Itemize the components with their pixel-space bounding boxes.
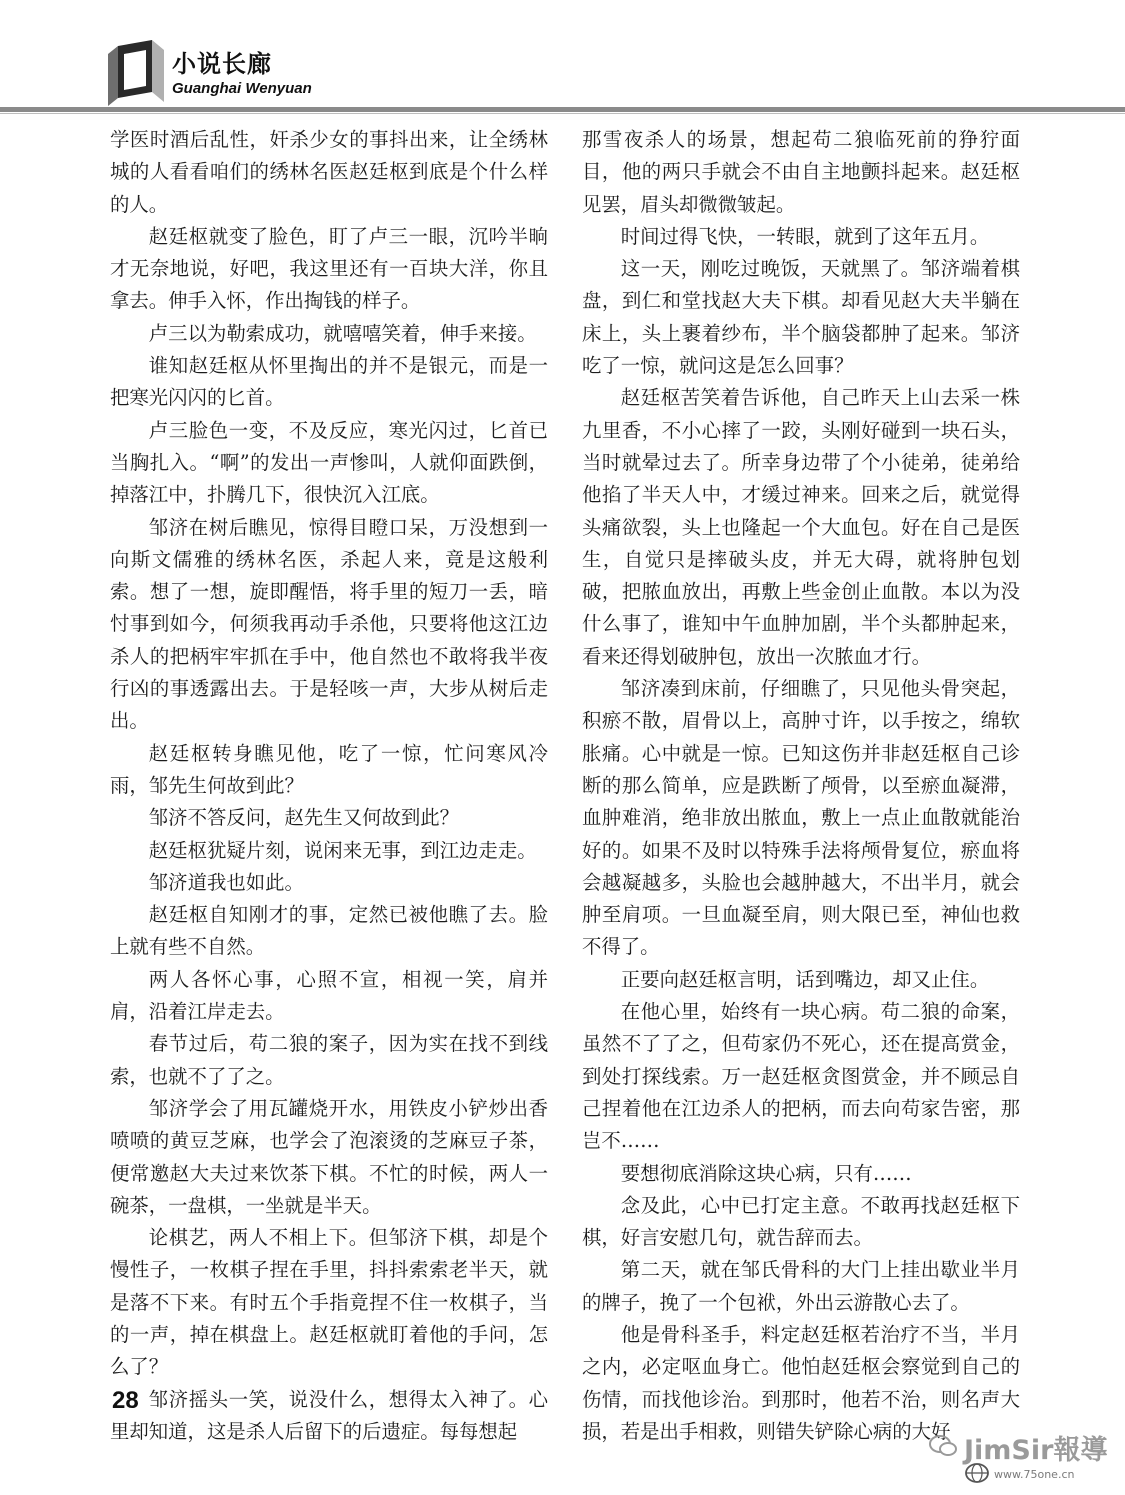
paragraph: 邹济道我也如此。 <box>148 870 304 894</box>
paragraph: 谁知赵廷枢从怀里掏出的并不是银元，而是一把寒光闪闪的匕首。 <box>110 354 548 410</box>
paragraph: 学医时酒后乱性，奸杀少女的事抖出来，让全绣林城的人看看咱们的绣林名医赵廷枢到底是个什么样的人。 <box>110 128 548 216</box>
paragraph: 卢三脸色一变，不及反应，寒光闪过，匕首已当胸扎入。“啊”的发出一声惨叫，人就仰面跌倒，掉落江中，扑腾几下，很快沉入江底。 <box>110 418 548 507</box>
paragraph: 邹济摇头一笑，说没什么，想得太入神了。心里却知道，这是杀人后留下的后遗症。每每想起 <box>110 1387 548 1443</box>
paragraph: 这一天，刚吃过晚饭，天就黑了。邹济端着棋盘，到仁和堂找赵大夫下棋。却看见赵大夫半躺在床上，头上裹着纱布，半个脑袋都肿了起来。邹济吃了一惊，就问这是怎么回事？ <box>582 257 1020 378</box>
watermark-url: www.75one.cn <box>994 1468 1075 1481</box>
paragraph: 时间过得飞快，一转眼，就到了这年五月。 <box>620 224 990 248</box>
paragraph: 正要向赵廷枢言明，话到嘴边，却又止住。 <box>620 967 990 991</box>
paragraph: 他是骨科圣手，料定赵廷枢若治疗不当，半月之内，必定呕血身亡。他怕赵廷枢会察觉到自己的伤情，而找他诊治。到那时，他若不治，则名声大损，若是出手相救，则错失铲除心病的大好 <box>582 1322 1020 1443</box>
paragraph: 邹济学会了用瓦罐烧开水，用铁皮小铲炒出香喷喷的黄豆芝麻，也学会了泡滚烫的芝麻豆子茶，便常邀赵大夫过来饮茶下棋。不忙的时候，两人一碗茶，一盘棋，一坐就是半天。 <box>110 1096 548 1217</box>
paragraph: 赵廷枢自知刚才的事，定然已被他瞧了去。脸上就有些不自然。 <box>110 903 548 959</box>
paragraph: 那雪夜杀人的场景，想起苟二狼临死前的狰狞面目，他的两只手就会不由自主地颤抖起来。赵廷枢见罢，眉头却微微皱起。 <box>582 128 1020 216</box>
paragraph: 邹济凑到床前，仔细瞧了，只见他头骨突起，积瘀不散，眉骨以上，高肿寸许，以手按之，绵软胀痛。心中就是一惊。已知这伤并非赵廷枢自己诊断的那么简单，应是跌断了颅骨，以至瘀血凝滞，血肿难消，绝非放出脓血，敷上一点止血散就能治好的。如果不及时以特殊手法将颅骨复位，瘀血将会越凝越多，头脸也会越肿越大，不出半月，就会肿至肩项。一旦血凝至肩，则大限已至，神仙也救不得了。 <box>582 677 1020 959</box>
magazine-header <box>0 0 1125 120</box>
header-divider-thin <box>0 113 1125 114</box>
paragraph: 赵廷枢转身瞧见他，吃了一惊，忙问寒风冷雨，邹先生何故到此？ <box>110 741 548 797</box>
paragraph: 论棋艺，两人不相上下。但邹济下棋，却是个慢性子，一枚棋子捏在手里，抖抖索索老半天，就是落不下来。有时五个手指竟捏不住一枚棋子，当的一声，掉在棋盘上。赵廷枢就盯着他的手问，怎么了？ <box>110 1226 548 1379</box>
chat-bubble-icon <box>928 1434 958 1458</box>
paragraph: 两人各怀心事，心照不宣，相视一笑，肩并肩，沿着江岸走去。 <box>110 967 548 1024</box>
paragraph: 邹济在树后瞧见，惊得目瞪口呆，万没想到一向斯文儒雅的绣林名医，杀起人来，竟是这般利索。想了一想，旋即醒悟，将手里的短刀一丢，暗忖事到如今，何须我再动手杀他，只要将他这江边杀人的把柄牢牢抓在手中，他自然也不敢将我半夜行凶的事透露出去。于是轻咳一声，大步从树后走出。 <box>110 515 548 733</box>
paragraph: 念及此，心中已打定主意。不敢再找赵廷枢下棋，好言安慰几句，就告辞而去。 <box>582 1193 1020 1250</box>
book-logo-icon <box>108 40 166 108</box>
section-subtitle: Guanghai Wenyuan <box>172 80 312 97</box>
paragraph: 赵廷枢苦笑着告诉他，自己昨天上山去采一株九里香，不小心摔了一跤，头刚好碰到一块石头，当时就晕过去了。所幸身边带了个小徒弟，徒弟给他掐了半天人中，才缓过神来。回来之后，就觉得头痛欲裂，头上也隆起一个大血包。好在自己是医生，自觉只是摔破头皮，并无大碍，就将肿包划破，把脓血放出，再敷上些金创止血散。本以为没什么事了，谁知中午血肿加剧，半个头都肿起来，看来还得划破肿包，放出一次脓血才行。 <box>582 386 1020 668</box>
paragraph: 赵廷枢犹疑片刻，说闲来无事，到江边走走。 <box>148 838 537 862</box>
paragraph: 赵廷枢就变了脸色，盯了卢三一眼，沉吟半晌才无奈地说，好吧，我这里还有一百块大洋，你且拿去。伸手入怀，作出掏钱的样子。 <box>110 224 548 313</box>
paragraph: 在他心里，始终有一块心病。苟二狼的命案，虽然不了了之，但苟家仍不死心，还在提高赏金，到处打探线索。万一赵廷枢贪图赏金，并不顾忌自己捏着他在江边杀人的把柄，而去向苟家告密，那岂不…… <box>582 1000 1020 1153</box>
paragraph: 第二天，就在邹氏骨科的大门上挂出歇业半月的牌子，挽了一个包袱，外出云游散心去了。 <box>582 1258 1020 1314</box>
section-title: 小说长廊 <box>172 50 272 78</box>
watermark-text: JimSir報導 <box>964 1435 1108 1466</box>
paragraph: 邹济不答反问，赵先生又何故到此？ <box>148 806 460 830</box>
header-divider <box>0 107 1125 112</box>
right-text-column <box>582 124 1020 1443</box>
paragraph: 卢三以为勒索成功，就嘻嘻笑着，伸手来接。 <box>148 321 537 345</box>
globe-icon <box>964 1462 990 1484</box>
watermark <box>928 1428 1118 1488</box>
paragraph: 春节过后，苟二狼的案子，因为实在找不到线索，也就不了了之。 <box>110 1032 548 1088</box>
paragraph: 要想彻底消除这块心病，只有…… <box>620 1161 912 1185</box>
page-number: 28 <box>112 1387 139 1414</box>
